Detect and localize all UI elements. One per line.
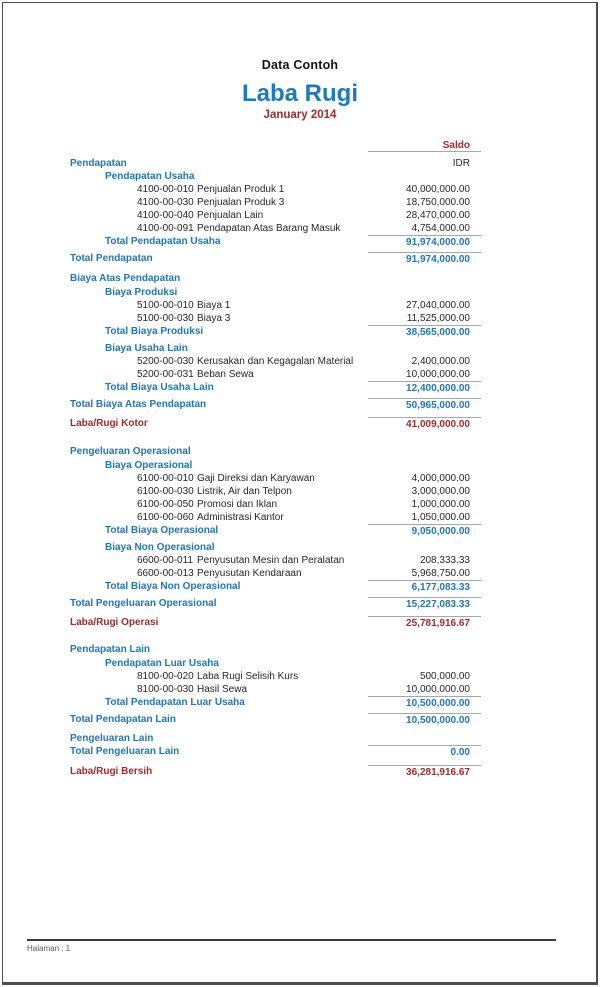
table-row xyxy=(70,459,481,472)
table-row xyxy=(70,235,481,248)
account-name: Penjualan Lain xyxy=(197,210,264,221)
footer-divider xyxy=(27,939,556,941)
table-row xyxy=(70,765,481,778)
table-row xyxy=(70,524,481,537)
table-row xyxy=(70,196,481,209)
table-row xyxy=(70,643,481,656)
row-amount: 40,000,000.00 xyxy=(406,184,470,195)
row-amount: 9,050,000.00 xyxy=(368,524,481,537)
row-amount: 28,470,000.00 xyxy=(406,210,470,221)
row-amount: 10,500,000.00 xyxy=(368,696,481,709)
row-amount xyxy=(368,459,481,472)
account-code: 6100-00-010 xyxy=(137,473,194,484)
account-code: 5200-00-030 xyxy=(137,356,194,367)
account-code: 6100-00-060 xyxy=(137,512,194,523)
account-code: 5100-00-030 xyxy=(137,313,194,324)
row-amount: 0.00 xyxy=(368,745,481,758)
table-row xyxy=(70,445,481,458)
account-name: Promosi dan Iklan xyxy=(197,499,278,510)
row-amount xyxy=(368,657,481,670)
table-row xyxy=(70,368,481,381)
row-amount: 1,000,000.00 xyxy=(411,499,470,510)
row-amount: 4,754,000.00 xyxy=(411,223,470,234)
row-amount xyxy=(368,445,481,458)
row-amount: 15,227,083.33 xyxy=(368,597,481,610)
account-name: Penyusutan Kendaraan xyxy=(197,568,302,579)
table-row xyxy=(70,325,481,338)
row-label: Laba/Rugi Kotor xyxy=(70,418,148,429)
account-name: Penjualan Produk 1 xyxy=(197,184,285,195)
row-amount: 50,965,000.00 xyxy=(368,398,481,411)
table-row xyxy=(70,355,481,368)
table-row xyxy=(70,732,481,745)
account-name: Listrik, Air dan Telpon xyxy=(197,486,292,497)
table-row xyxy=(70,342,481,355)
account-code: 6600-00-013 xyxy=(137,568,194,579)
table-row xyxy=(70,286,481,299)
table-row xyxy=(70,417,481,430)
row-label: Total Pendapatan Luar Usaha xyxy=(105,697,245,708)
row-amount xyxy=(368,732,481,745)
account-code: 4100-00-091 xyxy=(137,223,194,234)
table-row xyxy=(70,498,481,511)
row-amount: 5,968,750.00 xyxy=(411,568,470,579)
row-amount: 11,525,000.00 xyxy=(406,313,470,324)
row-label: Pengeluaran Lain xyxy=(70,733,154,744)
row-amount xyxy=(368,643,481,656)
table-row xyxy=(70,183,481,196)
account-name: Pendapatan Atas Barang Masuk xyxy=(197,223,341,234)
account-code: 5200-00-031 xyxy=(137,369,194,380)
report-header xyxy=(0,58,600,121)
table-row xyxy=(70,139,481,152)
row-label: Biaya Usaha Lain xyxy=(105,343,188,354)
row-amount: 18,750,000.00 xyxy=(406,197,470,208)
table-row xyxy=(70,209,481,222)
table-row xyxy=(70,472,481,485)
row-amount: 4,000,000.00 xyxy=(411,473,470,484)
row-amount xyxy=(368,286,481,299)
table-row xyxy=(70,597,481,610)
row-amount: 1,050,000.00 xyxy=(411,512,470,523)
row-amount: 10,000,000.00 xyxy=(406,684,470,695)
row-amount: 10,500,000.00 xyxy=(368,713,481,726)
table-row xyxy=(70,554,481,567)
row-amount xyxy=(368,272,481,285)
row-amount: 3,000,000.00 xyxy=(411,486,470,497)
row-label: Total Biaya Produksi xyxy=(105,326,204,337)
account-name: Penjualan Produk 3 xyxy=(197,197,285,208)
account-name: Penyusutan Mesin dan Peralatan xyxy=(197,555,345,566)
account-code: 4100-00-030 xyxy=(137,197,194,208)
table-row xyxy=(70,541,481,554)
table-row xyxy=(70,696,481,709)
row-amount: 208,333.33 xyxy=(419,555,470,566)
table-row xyxy=(70,580,481,593)
row-amount: 500,000.00 xyxy=(419,671,470,682)
row-label: Total Biaya Non Operasional xyxy=(105,581,241,592)
table-row xyxy=(70,272,481,285)
table-row xyxy=(70,485,481,498)
row-label: Total Pengeluaran Lain xyxy=(70,746,180,757)
row-amount: 6,177,083.33 xyxy=(368,580,481,593)
row-amount: 38,565,000.00 xyxy=(368,325,481,338)
account-code: 6600-00-011 xyxy=(137,555,193,566)
account-code: 8100-00-030 xyxy=(137,684,194,695)
row-label: Total Biaya Operasional xyxy=(105,525,219,536)
table-row xyxy=(70,713,481,726)
account-code: 6100-00-050 xyxy=(137,499,194,510)
table-row xyxy=(70,616,481,629)
row-label: Pendapatan xyxy=(70,158,127,169)
row-label: Biaya Operasional xyxy=(105,460,193,471)
row-amount xyxy=(368,342,481,355)
account-name: Administrasi Kantor xyxy=(197,512,284,523)
row-amount: 10,000,000.00 xyxy=(406,369,470,380)
account-name: Kerusakan dan Kegagalan Material xyxy=(197,356,354,367)
table-row xyxy=(70,670,481,683)
row-label: Total Pendapatan Usaha xyxy=(105,236,221,247)
account-name: Beban Sewa xyxy=(197,369,254,380)
row-label: Biaya Non Operasional xyxy=(105,542,215,553)
table-row xyxy=(70,398,481,411)
row-amount: 36,281,916.67 xyxy=(368,765,481,778)
table-row xyxy=(70,299,481,312)
row-amount: 91,974,000.00 xyxy=(368,252,481,265)
row-label: Total Pengeluaran Operasional xyxy=(70,598,217,609)
row-label: Total Biaya Atas Pendapatan xyxy=(70,399,207,410)
table-row xyxy=(70,381,481,394)
row-amount: 25,781,916.67 xyxy=(368,616,481,629)
table-row xyxy=(70,511,481,524)
row-amount xyxy=(368,170,481,183)
row-amount: 12,400,000.00 xyxy=(368,381,481,394)
row-label: Total Pendapatan Lain xyxy=(70,714,176,725)
row-amount: IDR xyxy=(452,158,470,169)
row-amount: 2,400,000.00 xyxy=(411,356,470,367)
row-amount xyxy=(368,541,481,554)
table-row xyxy=(70,567,481,580)
row-amount: 91,974,000.00 xyxy=(368,235,481,248)
account-code: 8100-00-020 xyxy=(137,671,194,682)
table-row xyxy=(70,683,481,696)
account-code: 4100-00-010 xyxy=(137,184,194,195)
table-row xyxy=(70,745,481,758)
account-code: 4100-00-040 xyxy=(137,210,194,221)
row-label: Biaya Produksi xyxy=(105,287,178,298)
table-row xyxy=(70,170,481,183)
row-label: Pendapatan Usaha xyxy=(105,171,195,182)
report-table xyxy=(70,139,481,778)
row-label: Laba/Rugi Bersih xyxy=(70,766,153,777)
table-row xyxy=(70,252,481,265)
row-label: Pendapatan Luar Usaha xyxy=(105,658,219,669)
row-label: Laba/Rugi Operasi xyxy=(70,617,159,628)
report-period: January 2014 xyxy=(263,109,337,122)
account-name: Biaya 1 xyxy=(197,300,231,311)
row-amount: Saldo xyxy=(368,139,481,152)
row-label: Pendapatan Lain xyxy=(70,644,151,655)
row-label: Pengeluaran Operasional xyxy=(70,446,191,457)
row-label: Biaya Atas Pendapatan xyxy=(70,273,181,284)
row-label: Total Pendapatan xyxy=(70,253,153,264)
account-code: 6100-00-030 xyxy=(137,486,194,497)
account-name: Biaya 3 xyxy=(197,313,231,324)
table-row xyxy=(70,222,481,235)
table-row xyxy=(70,312,481,325)
row-label xyxy=(70,139,368,152)
account-code: 5100-00-010 xyxy=(137,300,194,311)
table-row xyxy=(70,657,481,670)
account-name: Laba Rugi Selisih Kurs xyxy=(197,671,299,682)
report-title: Laba Rugi xyxy=(241,80,358,107)
company-name: Data Contoh xyxy=(261,58,339,72)
account-name: Hasil Sewa xyxy=(197,684,248,695)
row-amount: 27,040,000.00 xyxy=(406,300,470,311)
page-number: Halaman : 1 xyxy=(27,944,71,953)
row-amount: 41,009,000.00 xyxy=(368,417,481,430)
table-row xyxy=(70,157,481,170)
account-name: Gaji Direksi dan Karyawan xyxy=(197,473,315,484)
row-label: Total Biaya Usaha Lain xyxy=(105,382,214,393)
